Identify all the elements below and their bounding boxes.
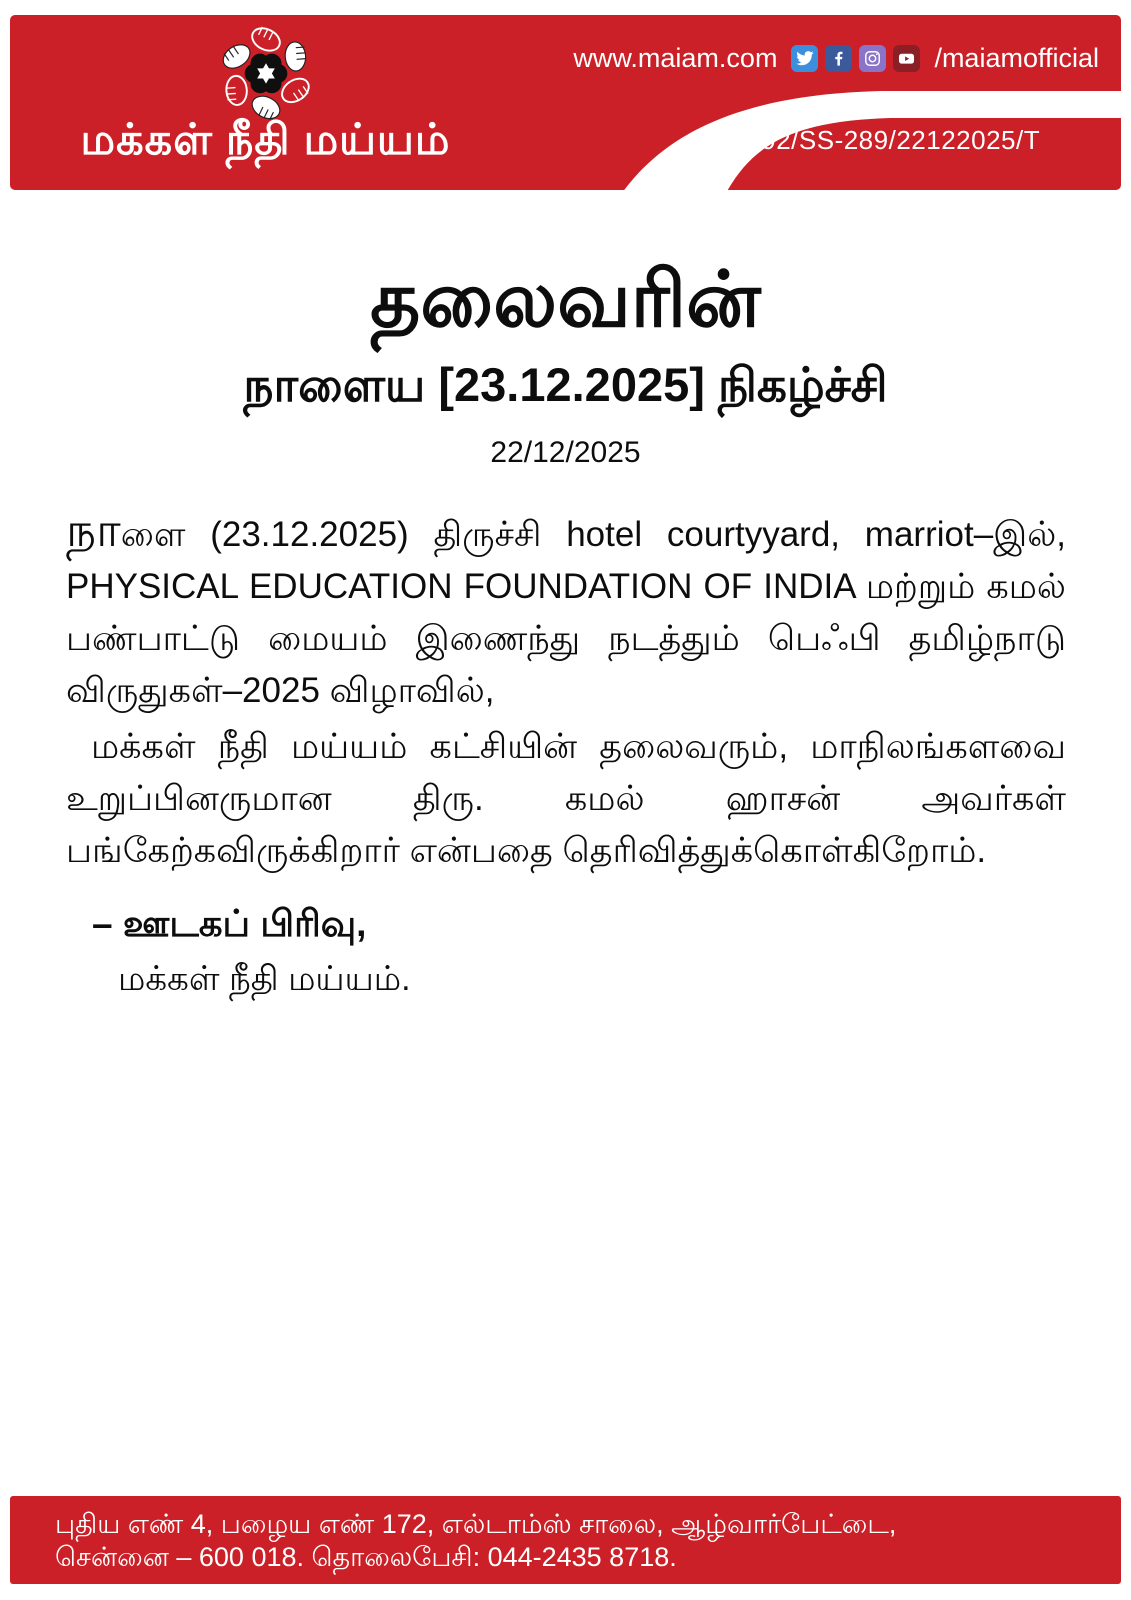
paragraph-2 xyxy=(66,721,1066,877)
header-band xyxy=(10,15,1121,190)
footer-address-band xyxy=(10,1496,1121,1584)
paragraph-1 xyxy=(66,504,1066,717)
address-line-2: சென்னை – 600 018. தொலைபேசி: 044-2435 8718. xyxy=(55,1542,677,1572)
party-name: மக்கள் நீதி மய்யம் xyxy=(80,116,451,164)
instagram-icon xyxy=(859,45,886,72)
signature-block xyxy=(92,903,411,1003)
paragraph-1-text: ளை (23.12.2025) திருச்சி hotel courtyyard, marriot–இல், PHYSICAL EDUCATION FOUNDATION OF INDIA மற்றும் கமல் பண்பாட்டு மையம் இணைந்து நடத்தும் பெஃபி தமிழ்நாடு விருதுகள்–2025 விழாவில், xyxy=(66,515,1066,710)
press-release-subtitle: நாளைய [23.12.2025] நிகழ்ச்சி xyxy=(243,358,888,411)
header-links-row xyxy=(573,43,1099,74)
press-release-date: 22/12/2025 xyxy=(490,436,641,469)
signature-department: – ஊடகப் பிரிவு, xyxy=(92,903,367,944)
social-icons-row xyxy=(791,45,920,72)
facebook-icon xyxy=(825,45,852,72)
party-logo-hands-star-icon xyxy=(213,23,319,120)
signature-party-name: மக்கள் நீதி மய்யம். xyxy=(118,960,411,998)
paragraph-2-text: மக்கள் நீதி மய்யம் கட்சியின் தலைவரும், மாநிலங்களவை உறுப்பினருமான திரு. கமல் ஹாசன் அவர்கள் பங்கேற்கவிருக்கிறார் என்பதை தெரிவித்துக்கொள்கிறோம். xyxy=(66,727,1066,870)
twitter-icon xyxy=(791,45,818,72)
address-line-1: புதிய எண் 4, பழைய எண் 172, எல்டாம்ஸ் சாலை, ஆழ்வார்பேட்டை, xyxy=(55,1509,897,1539)
youtube-icon xyxy=(893,45,920,72)
paragraph-1-lead: நா xyxy=(66,503,121,556)
social-handle: /maiamofficial xyxy=(934,43,1099,73)
website-url: www.maiam.com xyxy=(573,43,778,73)
press-release-title: தலைவரின் xyxy=(370,257,761,343)
press-reference-number: PR-392/SS-289/22122025/T xyxy=(700,125,1041,155)
press-release-body xyxy=(66,504,1066,877)
